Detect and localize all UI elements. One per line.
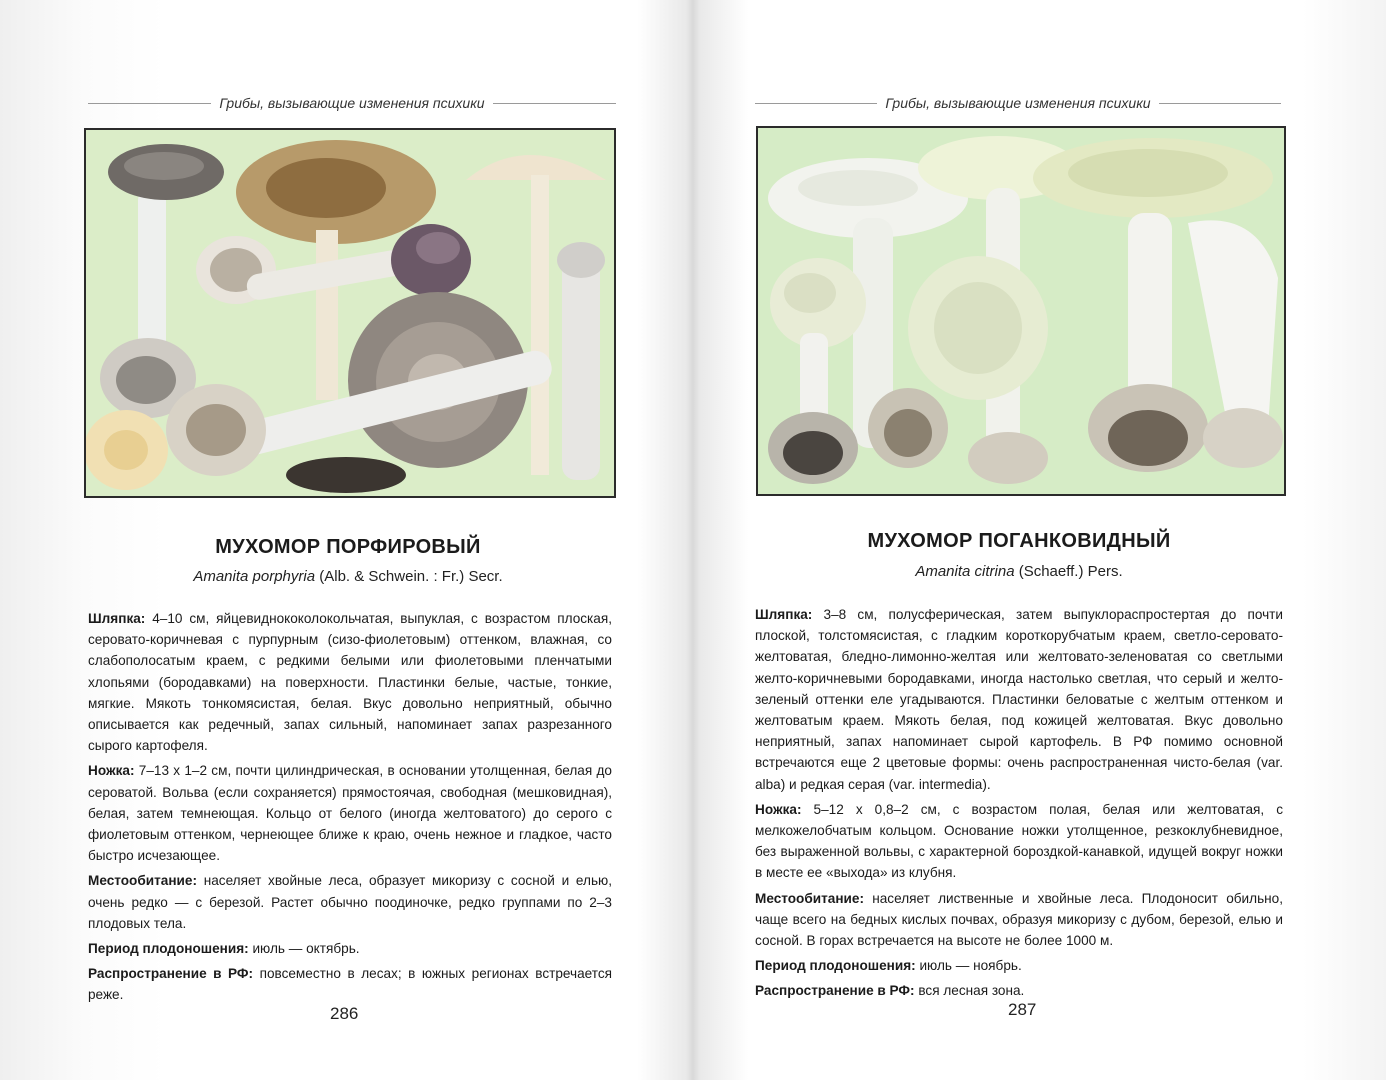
section-label: Шляпка: bbox=[88, 611, 146, 626]
section-text: 5–12 х 0,8–2 см, с возрастом полая, белая или желтоватая, с мелкожелобчатым кольцом. Основание ножки утолщенное, резкоклубневидное, без выраженной вольвы, с характерной бороздкой-канавкой, идущей вокруг ножки в месте ее «выхода» из клубня. bbox=[755, 801, 1283, 881]
section-fruiting-period bbox=[755, 955, 1283, 976]
section-stem bbox=[88, 760, 612, 866]
section-text: населяет хвойные леса, образует микоризу с сосной и елью, очень редко — с березой. Растет обычно поодиночке, редко группами по 2–3 плодовых тела. bbox=[88, 873, 612, 931]
mushroom-photo-amanita-porphyria bbox=[84, 128, 616, 498]
description-text bbox=[88, 608, 612, 1010]
section-text: вся лесная зона. bbox=[914, 983, 1025, 999]
section-distribution bbox=[88, 963, 612, 1005]
running-head-text: Грибы, вызывающие изменения психики bbox=[219, 95, 485, 111]
section-label: Ножка: bbox=[88, 763, 135, 779]
species-title: МУХОМОР ПОРФИРОВЫЙ bbox=[215, 536, 481, 558]
latin-author: (Schaeff.) Pers. bbox=[1014, 563, 1123, 580]
page-number: 286 bbox=[330, 1004, 359, 1023]
section-cap bbox=[88, 608, 612, 756]
section-label: Распространение в РФ: bbox=[755, 983, 915, 999]
section-label: Период плодоношения: bbox=[88, 941, 249, 957]
section-text: июль — октябрь. bbox=[248, 941, 360, 957]
header-rule bbox=[88, 103, 211, 104]
section-label: Распространение в РФ: bbox=[88, 966, 254, 982]
latin-genus-species: Amanita porphyria bbox=[193, 568, 316, 585]
section-text: 7–13 х 1–2 см, почти цилиндрическая, в основании утолщенная, белая до сероватой. Вольва (если сохраняется) прямостоячая, свободная (мешковидная), белая, затем темнеющая. Кольцо от белого (иногда желтоватого) до серого с фиолетовым оттенком, чернеющее ближе к краю, очень нежное и гладкое, часто быстро исчезающее. bbox=[88, 763, 612, 864]
section-text: населяет лиственные и хвойные леса. Плодоносит обильно, чаще всего на бедных кислых почвах, образуя микоризу с дубом, березой, елью и сосной. В горах встречается на высоте не более 1000 м. bbox=[755, 890, 1283, 949]
right-page bbox=[693, 0, 1386, 1080]
header-rule bbox=[493, 103, 616, 104]
page-number: 287 bbox=[1008, 1000, 1037, 1019]
latin-author: (Alb. & Schwein. : Fr.) Secr. bbox=[315, 568, 503, 585]
section-text: 3–8 см, полусферическая, затем выпуклораспростертая до почти плоской, толстомясистая, с гладким короткорубчатым краем, светло-серовато-желтоватая, бледно-лимонно-желтая или желтовато-зеленоватая со светлыми желто-коричневыми бородавками, иногда настолько светлая, что серый и желто-зеленый оттенки еле угадываются. Пластинки беловатые с желтым оттенком и желтоватым краем. Мякоть белая, под кожицей желтоватая. Вкус довольно неприятный, запах напоминает сырой картофель. В РФ помимо основной встречаются еще 2 цветовые формы: очень распространенная чисто-белая (var. alba) и редкая серая (var. intermedia). bbox=[755, 607, 1283, 792]
section-habitat bbox=[88, 870, 612, 934]
running-head bbox=[88, 92, 616, 114]
section-label: Шляпка: bbox=[755, 607, 813, 622]
section-distribution bbox=[755, 980, 1283, 1001]
latin-name bbox=[84, 568, 612, 585]
mushroom-photo-amanita-citrina bbox=[756, 126, 1286, 496]
section-stem bbox=[755, 799, 1283, 884]
section-fruiting-period bbox=[88, 938, 612, 959]
running-head bbox=[755, 92, 1281, 114]
section-label: Местообитание: bbox=[88, 873, 197, 889]
section-label: Местообитание: bbox=[755, 890, 864, 906]
section-text: повсеместно в лесах; в южных регионах встречается реже. bbox=[88, 966, 612, 1003]
description-text bbox=[755, 604, 1283, 1006]
section-text: 4–10 см, яйцевиднококолокольчатая, выпуклая, с возрастом плоская, серовато-коричневая с пурпурным (сизо-фиолетовым) оттенком, влажная, со слабополосатым краем, с редкими белыми или фиолетовыми пленчатыми хлопьями (бородавками) на поверхности. Пластинки белые, частые, тонкие, мягкие. Мякоть тонкомясистая, белая. Вкус довольно неприятный, обычно описывается как редечный, запах сильный, напоминает запах разрезанного сырого картофеля. bbox=[88, 611, 612, 754]
section-label: Период плодоношения: bbox=[755, 958, 916, 974]
species-title: МУХОМОР ПОГАНКОВИДНЫЙ bbox=[867, 530, 1171, 552]
section-label: Ножка: bbox=[755, 801, 802, 817]
header-rule bbox=[1159, 103, 1281, 104]
latin-genus-species: Amanita citrina bbox=[915, 563, 1015, 580]
running-head-text: Грибы, вызывающие изменения психики bbox=[885, 95, 1151, 111]
section-habitat bbox=[755, 888, 1283, 952]
section-cap bbox=[755, 604, 1283, 795]
header-rule bbox=[755, 103, 877, 104]
latin-name bbox=[756, 563, 1282, 580]
section-text: июль — ноябрь. bbox=[915, 958, 1022, 974]
